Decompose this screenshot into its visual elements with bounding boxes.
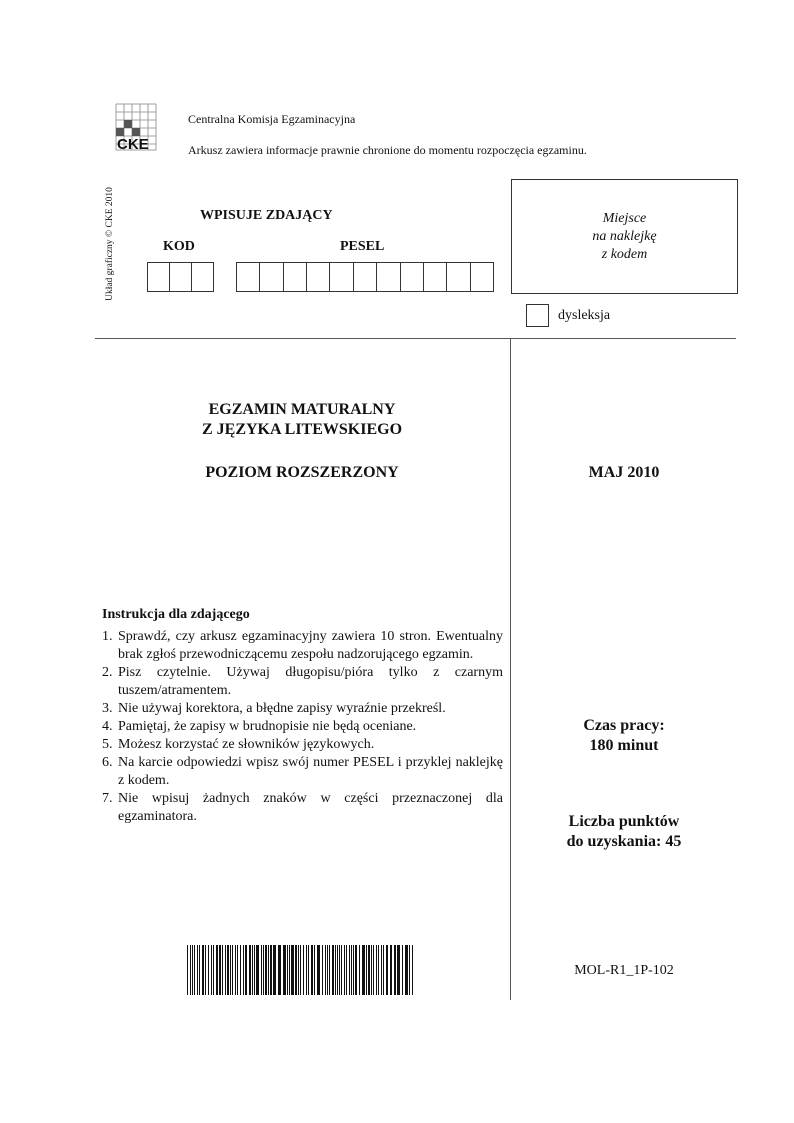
barcode-bar [359,945,360,995]
barcode-bar [308,945,309,995]
pesel-label: PESEL [340,239,385,254]
pesel-digit-cell[interactable] [237,263,260,291]
duration-label: Czas pracy: [583,717,665,734]
barcode-bar [261,945,262,995]
barcode-bar [283,945,286,995]
barcode-bar [192,945,193,995]
pesel-digit-cell[interactable] [260,263,283,291]
barcode-bar [270,945,272,995]
barcode-bar [341,945,342,995]
barcode-bar [237,945,238,995]
instruction-item [102,790,503,826]
barcode-bar [402,945,403,995]
barcode-bar [339,945,340,995]
barcode-bar [300,945,301,995]
pesel-digit-cell[interactable] [330,263,353,291]
barcode-bar [353,945,354,995]
barcode-bar [383,945,384,995]
pesel-input-boxes[interactable] [236,262,494,292]
instruction-item [102,700,503,718]
barcode-bar [303,945,304,995]
barcode-bar [265,945,267,995]
dyslexia-label: dysleksja [558,308,611,323]
barcode-bar [187,945,188,995]
sticker-line: Miejsce [602,211,647,226]
barcode-bar [295,945,297,995]
duration-value: 180 minut [589,737,659,754]
barcode-bar [329,945,330,995]
cke-logo [112,100,160,154]
pesel-digit-cell[interactable] [401,263,424,291]
sheet-code: MOL-R1_1P-102 [574,963,674,978]
pesel-digit-cell[interactable] [377,263,400,291]
barcode-bar [394,945,396,995]
instruction-text: Nie wpisuj żadnych znaków w części przeznaczonej dla egzaminatora. [118,791,503,824]
barcode-bar [194,945,195,995]
barcode-bar [278,945,281,995]
barcode-bar [197,945,198,995]
barcode-bar [230,945,231,995]
barcode-bar [254,945,255,995]
instruction-number: 1. [102,629,113,644]
candidate-fills-heading: WPISUJE ZDAJĄCY [200,208,333,223]
barcode-bar [232,945,233,995]
barcode-bar [386,945,388,995]
horizontal-divider [95,338,736,339]
barcode-bar [373,945,374,995]
barcode-bar [314,945,315,995]
sticker-line: na naklejkę [592,229,657,244]
max-points [512,812,736,852]
points-label: Liczba punktów [568,813,680,830]
barcode-bar [332,945,334,995]
exam-title-line: EGZAMIN MATURALNY [208,401,396,418]
barcode-bar [346,945,347,995]
barcode-bar [199,945,200,995]
sticker-area [511,179,738,294]
barcode-bar [317,945,320,995]
instruction-text: Nie używaj korektora, a błędne zapisy wyraźnie przekreśl. [118,701,446,716]
instruction-number: 4. [102,719,113,734]
barcode-bar [368,945,370,995]
pesel-digit-cell[interactable] [284,263,307,291]
barcode-bar [381,945,382,995]
barcode-bar [208,945,209,995]
barcode-bar [243,945,244,995]
barcode-bar [225,945,226,995]
barcode-bar [337,945,338,995]
instruction-number: 7. [102,791,113,806]
instruction-text: Na karcie odpowiedzi wpisz swój numer PESEL i przyklej naklejkę z kodem. [118,755,503,788]
pesel-digit-cell[interactable] [447,263,470,291]
instruction-item [102,754,503,790]
points-value: do uzyskania: 45 [566,833,682,850]
barcode-bar [216,945,218,995]
barcode-bar [376,945,377,995]
barcode-bar [268,945,269,995]
pesel-digit-cell[interactable] [424,263,447,291]
barcode-bar [349,945,350,995]
barcode-bar [306,945,307,995]
barcode-bar [405,945,408,995]
kod-label: KOD [163,239,195,254]
barcode-bar [351,945,352,995]
kod-digit-cell[interactable] [148,263,170,291]
confidentiality-notice: Arkusz zawiera informacje prawnie chronione do momentu rozpoczęcia egzaminu. [188,143,587,157]
barcode-bar [371,945,372,995]
sticker-line: z kodem [601,247,648,262]
barcode-bar [249,945,251,995]
instruction-text: Pamiętaj, że zapisy w brudnopisie nie będą oceniane. [118,719,417,734]
kod-digit-cell[interactable] [170,263,192,291]
barcode-bar [263,945,264,995]
instruction-number: 3. [102,701,113,716]
dyslexia-checkbox[interactable] [526,304,549,327]
barcode [187,945,417,995]
svg-text:CKE: CKE [117,136,149,153]
instruction-text: Możesz korzystać ze słowników językowych. [118,737,375,752]
barcode-bar [222,945,223,995]
instruction-item [102,718,503,736]
instruction-item [102,736,503,754]
exam-title-line: Z JĘZYKA LITEWSKIEGO [201,421,403,438]
barcode-bar [409,945,410,995]
instructions-list [102,628,503,826]
barcode-bar [190,945,191,995]
graphic-credit: Układ graficzny © CKE 2010 [105,187,115,301]
barcode-bar [211,945,212,995]
pesel-digit-cell[interactable] [354,263,377,291]
barcode-bar [252,945,253,995]
exam-title [100,400,504,440]
barcode-bar [289,945,290,995]
barcode-bar [344,945,345,995]
instruction-number: 6. [102,755,113,770]
barcode-bar [366,945,367,995]
pesel-digit-cell[interactable] [307,263,330,291]
instruction-item [102,664,503,700]
barcode-bar [378,945,379,995]
barcode-bar [291,945,294,995]
instruction-text: Sprawdź, czy arkusz egzaminacyjny zawiera 10 stron. Ewentualny brak zgłoś przewodniczącemu zespołu nadzorującego egzamin. [118,629,503,662]
barcode-bar [287,945,288,995]
exam-level: POZIOM ROZSZERZONY [205,464,399,481]
barcode-bar [335,945,336,995]
barcode-bar [202,945,204,995]
instruction-text: Pisz czytelnie. Używaj długopisu/pióra tylko z czarnym tuszem/atramentem. [118,665,503,698]
kod-input-boxes[interactable] [147,262,214,292]
barcode-bar [245,945,247,995]
barcode-bar [325,945,326,995]
vertical-divider [510,338,511,1000]
barcode-bar [213,945,214,995]
barcode-bar [205,945,206,995]
instruction-number: 5. [102,737,113,752]
barcode-bar [322,945,323,995]
barcode-bar [273,945,276,995]
barcode-bar [355,945,357,995]
instructions-heading: Instrukcja dla zdającego [102,607,250,622]
pesel-digit-cell[interactable] [471,263,493,291]
barcode-bar [327,945,328,995]
exam-duration [512,716,736,756]
barcode-bar [240,945,241,995]
barcode-bar [256,945,259,995]
barcode-bar [412,945,413,995]
instruction-item [102,628,503,664]
barcode-bar [390,945,392,995]
barcode-bar [311,945,313,995]
barcode-bar [397,945,400,995]
barcode-bar [235,945,236,995]
barcode-bar [227,945,229,995]
barcode-bar [219,945,221,995]
barcode-bar [362,945,365,995]
barcode-bar [298,945,299,995]
organization-name: Centralna Komisja Egzaminacyjna [188,112,356,126]
kod-digit-cell[interactable] [192,263,213,291]
instruction-number: 2. [102,665,113,680]
exam-date: MAJ 2010 [588,464,660,481]
